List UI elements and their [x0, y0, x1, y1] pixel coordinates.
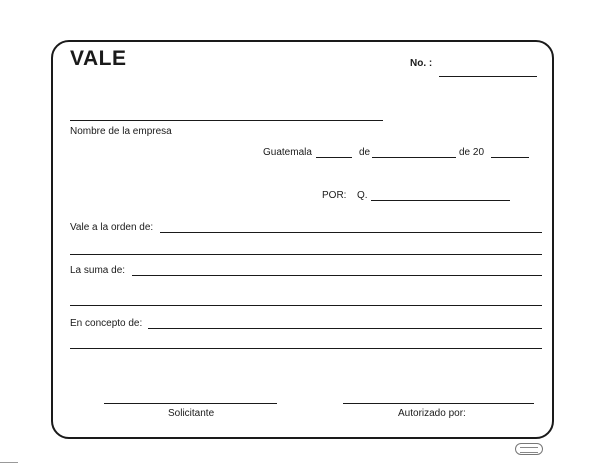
concept-line-2[interactable] [70, 348, 542, 349]
authorized-label: Autorizado por: [398, 408, 466, 419]
day-field-line[interactable] [316, 157, 352, 158]
sum-label: La suma de: [70, 265, 126, 276]
company-name-label: Nombre de la empresa [70, 126, 172, 137]
order-of-line[interactable] [160, 232, 542, 233]
company-name-line[interactable] [70, 120, 383, 121]
requester-signature-line[interactable] [104, 403, 277, 404]
concept-line[interactable] [148, 328, 542, 329]
sum-line[interactable] [132, 275, 542, 276]
city-label: Guatemala [263, 147, 312, 158]
year-field-line[interactable] [491, 157, 529, 158]
date-de-label: de [359, 147, 371, 158]
requester-label: Solicitante [168, 408, 215, 419]
number-label: No. : [410, 58, 433, 69]
order-of-label: Vale a la orden de: [70, 222, 154, 233]
voucher-title: VALE [70, 47, 127, 70]
authorized-signature-line[interactable] [343, 403, 534, 404]
year-prefix-label: de 20 [459, 147, 485, 158]
order-of-line-2[interactable] [70, 254, 542, 255]
amount-field-line[interactable] [371, 200, 510, 201]
concept-label: En concepto de: [70, 318, 143, 329]
corner-crop-mark [0, 462, 18, 463]
amount-por-label: POR: [322, 190, 347, 201]
number-field-line[interactable] [439, 76, 537, 77]
sum-line-2[interactable] [70, 305, 542, 306]
voucher-card [51, 40, 554, 439]
printer-logo-icon [515, 443, 543, 455]
month-field-line[interactable] [372, 157, 456, 158]
currency-label: Q. [357, 190, 368, 201]
